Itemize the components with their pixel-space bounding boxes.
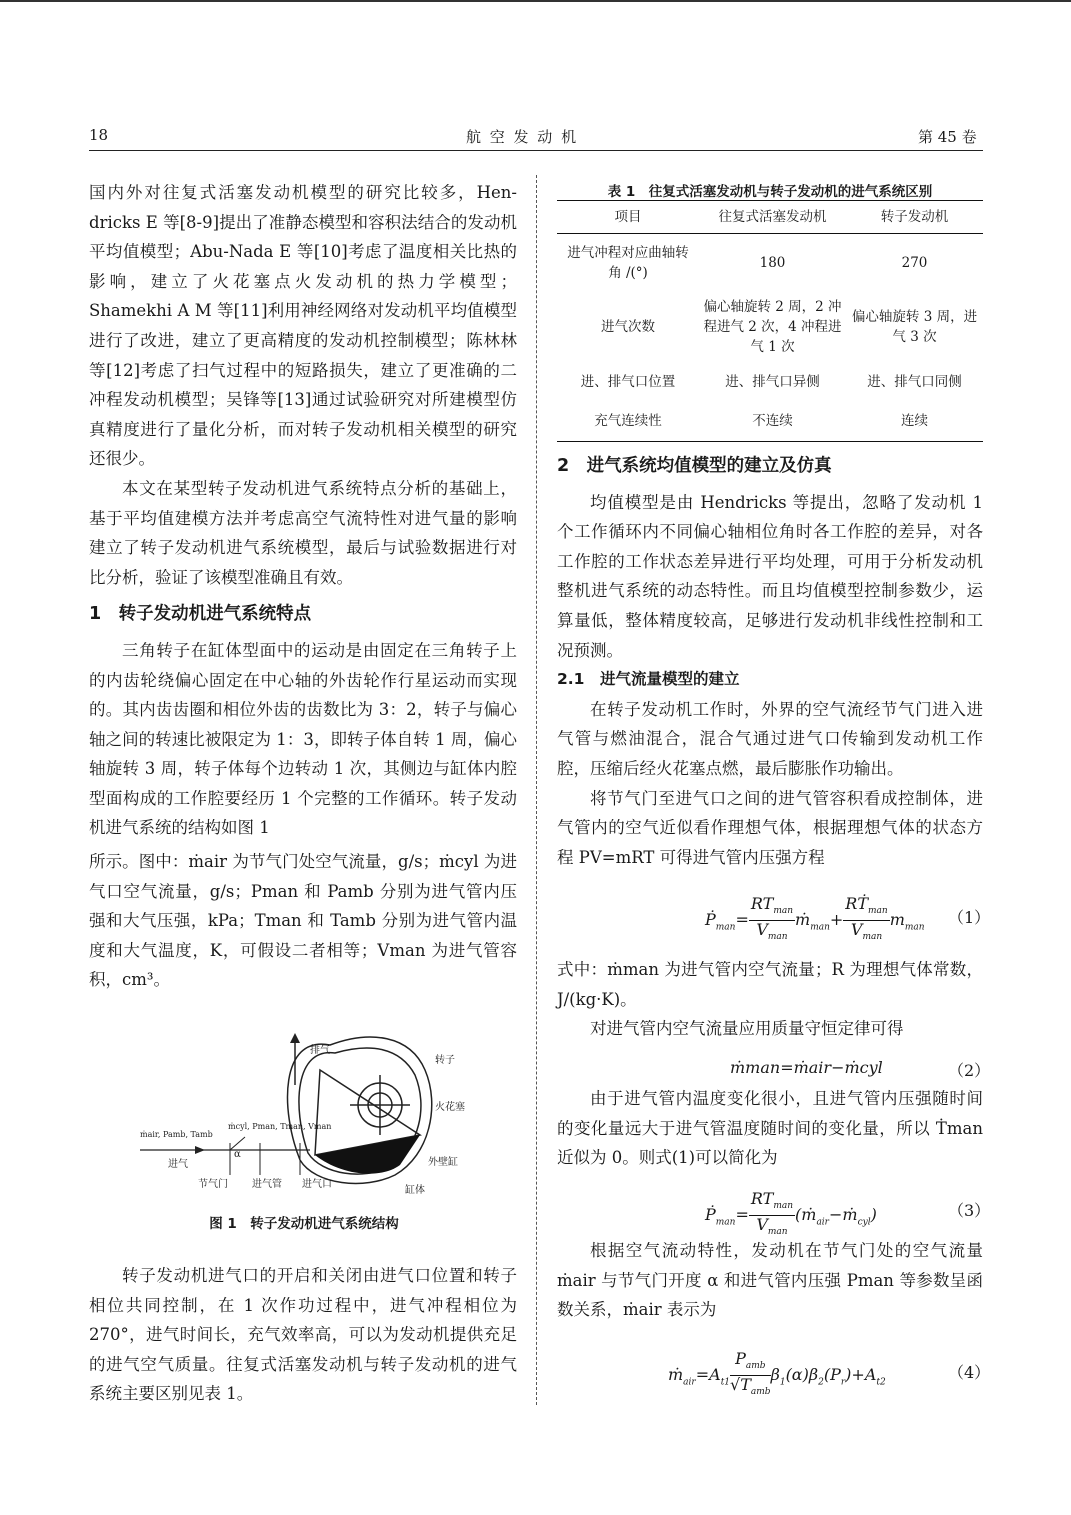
table-header-row: [557, 201, 983, 234]
paragraph: 在转子发动机工作时，外界的空气流经节气门进入进气管与燃油混合，混合气通过进气口传输到发动机工作腔，压缩后经火花塞点燃，最后膨胀作功输出。: [557, 699, 983, 778]
right-column-mid2: [557, 1084, 983, 1173]
right-column-top: [557, 452, 983, 872]
top-border: [0, 0, 1071, 2]
table-header: 往复式活塞发动机: [699, 201, 846, 234]
label-spark-plug: 火花塞: [435, 1102, 465, 1113]
section-heading: 2 进气系统均值模型的建立及仿真: [557, 456, 832, 476]
equation-number: （4）: [948, 1363, 991, 1382]
equation-2: ṁman=ṁair−ṁcyl: [730, 1058, 883, 1077]
table-cell: 180: [759, 254, 786, 271]
table-cell: 进、排气口位置: [580, 373, 676, 390]
table-cell: 270: [901, 254, 928, 271]
table-row: [557, 292, 983, 362]
label-port: 进气口: [302, 1179, 332, 1190]
paragraph: 由于进气管内温度变化很小，且进气管内压强随时间的变化量远大于进气管温度随时间的变化量，所以 Ṫman 近似为 0。则式(1)可以简化为: [557, 1089, 983, 1168]
section-heading: 1 转子发动机进气系统特点: [89, 604, 312, 625]
table-row: [557, 362, 983, 402]
table-cell: 不连续: [699, 402, 846, 442]
journal-title: 航 空 发 动 机: [466, 128, 579, 146]
table-header: 项目: [557, 201, 699, 234]
left-column-top: [89, 178, 517, 995]
table-row: [557, 234, 983, 292]
page-number: 18: [89, 126, 109, 144]
table-cell: 充气连续性: [557, 402, 699, 442]
paragraph: 将节气门至进气口之间的进气管容积看成控制体，进气管内的空气近似看作理想气体，根据理想气体的状态方程 PV=mRT 可得进气管内压强方程: [557, 788, 983, 867]
table-header: 转子发动机: [846, 201, 983, 234]
comparison-table: [557, 200, 983, 442]
paragraph: 转子发动机进气口的开启和关闭由进气口位置和转子相位共同控制，在 1 次作功过程中，进气冲程相位为 270°，进气时间长，充气效率高，可以为发动机提供充足的进气空气质量。往复式活塞发动机与转子发动机的进气系统主要区别见表 1。: [89, 1266, 517, 1404]
label-rotor: 转子: [435, 1055, 455, 1066]
label-body: 缸体: [405, 1185, 425, 1196]
label-exhaust: 排气: [310, 1045, 330, 1056]
column-divider: [536, 175, 537, 1405]
paragraph: 式中：ṁman 为进气管内空气流量；R 为理想气体常数，J/(kg·K)。: [557, 960, 983, 1009]
table-cell: 进、排气口异侧: [725, 373, 820, 390]
equation-4: $ṁ_{air}=A_{t1}$ $\frac{P_{amb}}{√T_{amb}}$ $\beta_1(\alpha)\beta_2(P_r)+A_{t2}$: [668, 1349, 886, 1398]
table-row: [557, 402, 983, 442]
equation-number: （3）: [948, 1201, 991, 1220]
label-alpha: α: [234, 1149, 241, 1160]
table-cell: 进气次数: [601, 318, 655, 335]
label-intake: 进气: [168, 1159, 188, 1170]
volume-label: 第 45 卷: [918, 128, 977, 146]
label-throttle: 节气门: [198, 1179, 228, 1190]
left-column-bottom: [89, 1261, 517, 1409]
equation-number: （2）: [948, 1061, 991, 1080]
table-cell: 连续: [846, 402, 983, 442]
paragraph: 均值模型是由 Hendricks 等提出，忽略了发动机 1 个工作循环内不同偏心轴相位角时各工作腔的差异，对各工作腔的工作状态差异进行平均处理，可用于分析发动机整机进气系统的动态特性。而且均值模型控制参数少，运算量低，整体精度较高，足够进行发动机非线性控制和工况预测。: [557, 492, 983, 660]
label-manifold-vars: ṁcyl, Pman, Tman, Vman: [228, 1122, 332, 1131]
paragraph: 对进气管内空气流量应用质量守恒定律可得: [590, 1019, 904, 1039]
table-cell: 进、排气口同侧: [867, 373, 962, 390]
paragraph: 三角转子在缸体型面中的运动是由固定在三角转子上的内齿轮绕偏心固定在中心轴的外齿轮作行星运动而实现的。其内齿齿圈和相位外齿的齿数比为 3：2，转子与偏心轴之间的转速比被限定为 1：3，即转子体自转 1 周，偏心轴旋转 3 周，转子体每个边转动 1 次，其侧边与缸体内腔型面构成的工作腔要经历 1 个完整的工作循环。转子发动机进气系统的结构如图 1: [89, 640, 517, 838]
label-ambient-vars: ṁair, Pamb, Tamb: [140, 1130, 213, 1139]
paragraph: 本文在某型转子发动机进气系统特点分析的基础上，基于平均值建模方法并考虑高空气流特性对进气量的影响建立了转子发动机进气系统模型，最后与试验数据进行对比分析，验证了该模型准确且有效。: [89, 478, 517, 587]
header-rule: [89, 150, 983, 151]
table-cell: 进气冲程对应曲轴转角 /(°): [567, 244, 689, 281]
figure-caption: 图 1 转子发动机进气系统结构: [209, 1216, 399, 1232]
equation-3: Ṗ$_{man}$= $\frac{RT_{man}}{V_{man}}$ (ṁ$_{air}$−ṁ$_{cyl}$): [705, 1189, 877, 1238]
equation-1: Ṗ$_{man}$= $\frac{RT_{man}}{V_{man}}$ ṁ$_{man}$+ $\frac{RṪ_{man}}{V_{man}}$ $m_{man}$: [705, 894, 925, 943]
equation-number: （1）: [948, 908, 991, 927]
subsection-heading: 2.1 进气流量模型的建立: [557, 670, 740, 689]
rotor-engine-diagram: [130, 1025, 480, 1205]
label-housing-wall: 外壁缸: [428, 1157, 458, 1168]
right-column-mid: [557, 955, 983, 1044]
paragraph: 国内外对往复式活塞发动机模型的研究比较多，Hen-dricks E 等[8-9]提出了准静态模型和容积法结合的发动机平均值模型；Abu-Nada E 等[10]考虑了温度相关比热的影响，建立了火花塞点火发动机的热力学模型；Shamekhi A M 等[11]利用神经网络对发动机平均值模型进行了改进，建立了更高精度的发动机控制模型；陈林林等[12]考虑了扫气过程中的短路损失，建立了更准确的二冲程发动机模型；吴锋等[13]通过试验研究对所建模型仿真精度进行了量化分析，而对转子发动机相关模型的研究还很少。: [89, 183, 517, 469]
paragraph: 所示。图中：ṁair 为节气门处空气流量，g/s；ṁcyl 为进气口空气流量，g/s；Pman 和 Pamb 分别为进气管内压强和大气压强，kPa；Tman 和 Tamb 分别为进气管内温度和大气温度，K，可假设二者相等；Vman 为进气管容积，cm³。: [89, 852, 517, 990]
table-cell: 偏心轴旋转 3 周，进气 3 次: [851, 308, 978, 345]
right-column-bottom: [557, 1236, 983, 1325]
paragraph: 根据空气流动特性，发动机在节气门处的空气流量 ṁair 与节气门开度 α 和进气管内压强 Pman 等参数呈函数关系，ṁair 表示为: [557, 1241, 983, 1320]
table-cell: 偏心轴旋转 2 周，2 冲程进气 2 次，4 冲程进气 1 次: [703, 298, 842, 355]
table-caption: 表 1 往复式活塞发动机与转子发动机的进气系统区别: [607, 184, 933, 200]
label-manifold: 进气管: [252, 1179, 282, 1190]
